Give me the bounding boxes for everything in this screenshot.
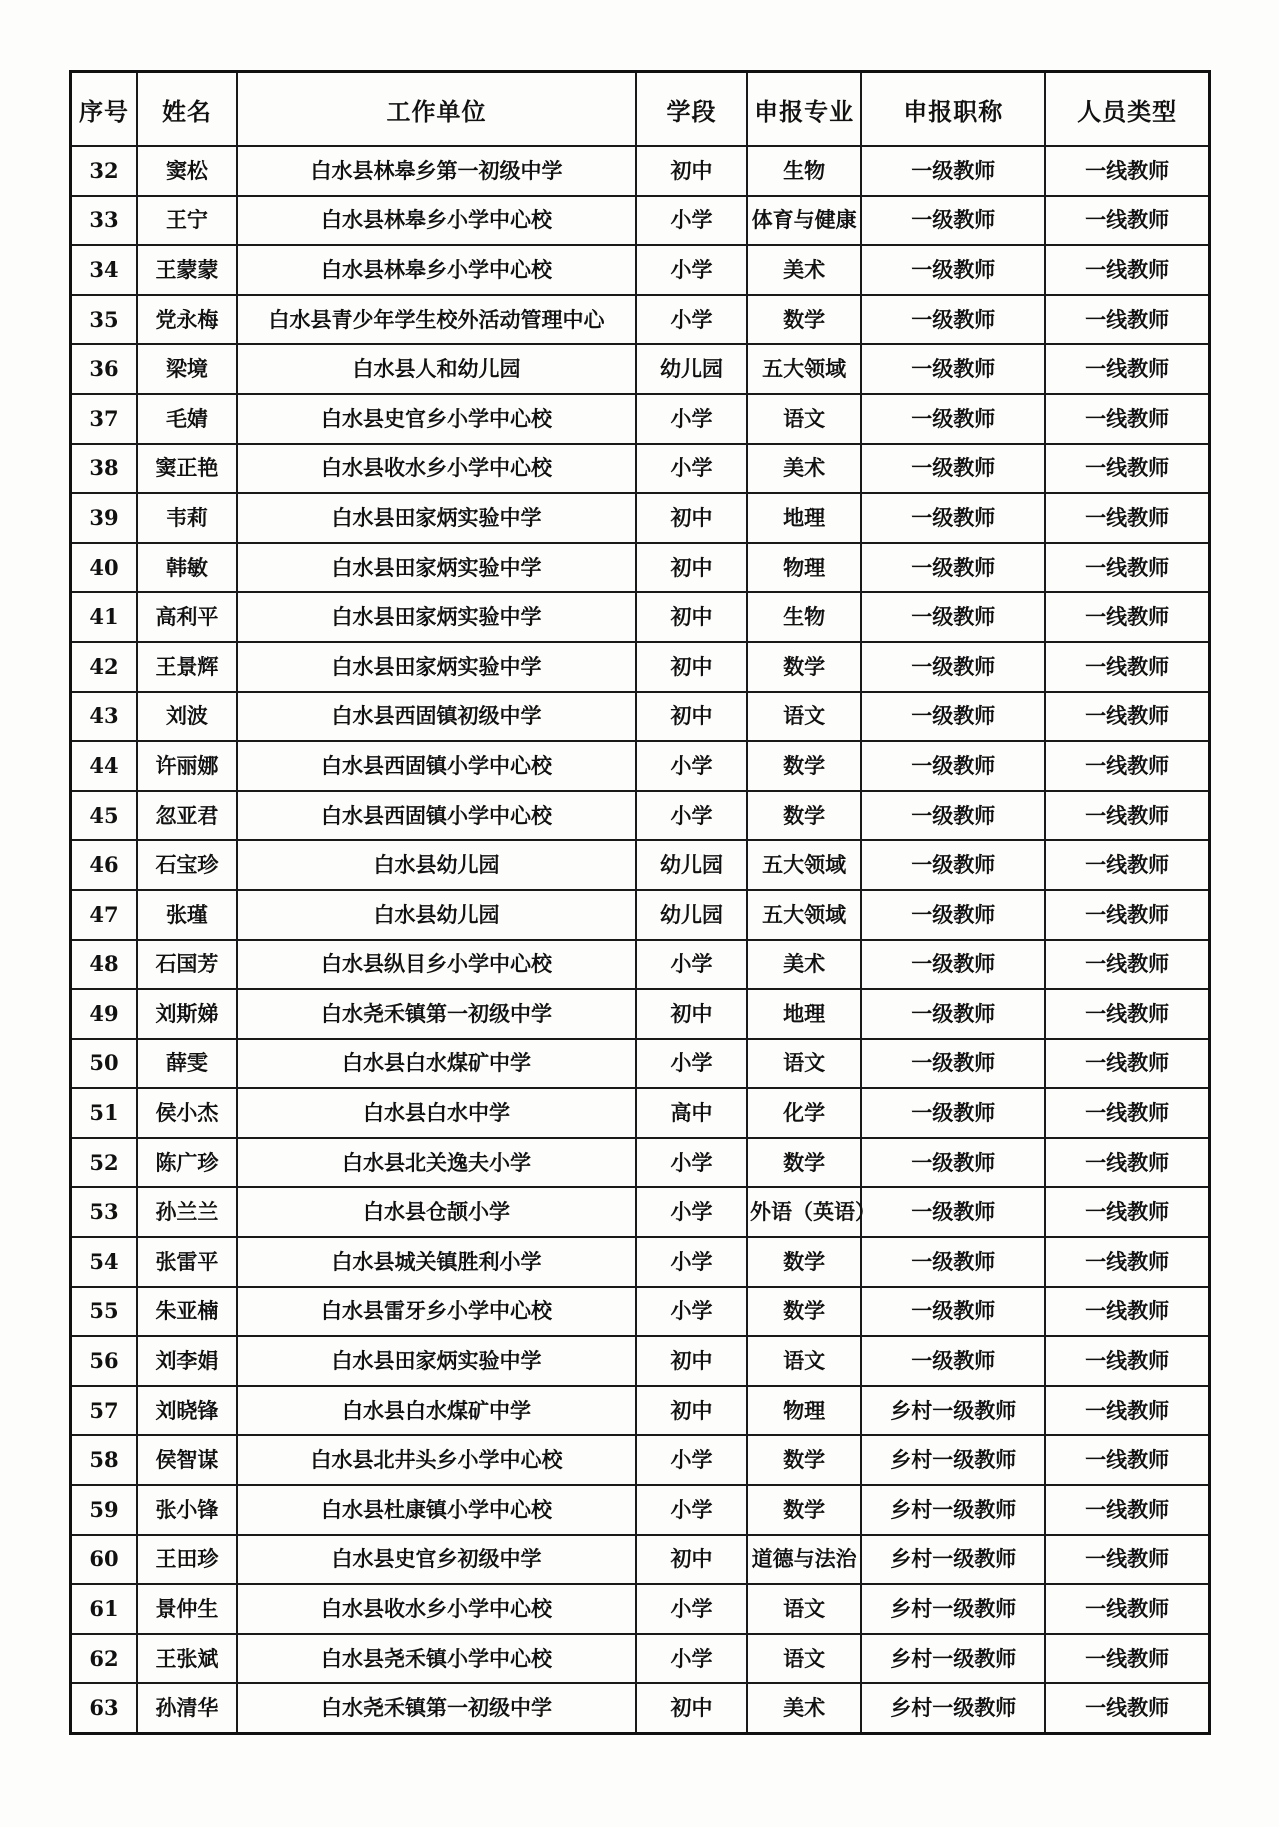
cell-seq: 40: [71, 543, 138, 593]
cell-stage: 初中: [636, 543, 747, 593]
cell-unit: 白水县仓颉小学: [237, 1187, 636, 1237]
table-row: [71, 1088, 1210, 1138]
cell-stage: 初中: [636, 1386, 747, 1436]
cell-name: 忽亚君: [137, 791, 237, 841]
cell-stage: 小学: [636, 1138, 747, 1188]
cell-subject: 语文: [747, 1039, 861, 1089]
cell-stage: 小学: [636, 1485, 747, 1535]
cell-stage: 高中: [636, 1088, 747, 1138]
cell-title: 一级教师: [861, 245, 1045, 295]
cell-unit: 白水县史官乡小学中心校: [237, 394, 636, 444]
table-row: [71, 1138, 1210, 1188]
cell-stage: 小学: [636, 1287, 747, 1337]
cell-stage: 幼儿园: [636, 344, 747, 394]
table-row: [71, 344, 1210, 394]
cell-seq: 62: [71, 1634, 138, 1684]
cell-type: 一线教师: [1045, 146, 1209, 196]
table-row: [71, 394, 1210, 444]
cell-unit: 白水县田家炳实验中学: [237, 543, 636, 593]
cell-type: 一线教师: [1045, 543, 1209, 593]
cell-subject: 地理: [747, 989, 861, 1039]
cell-unit: 白水县田家炳实验中学: [237, 592, 636, 642]
table-row: [71, 741, 1210, 791]
table-row: [71, 1336, 1210, 1386]
cell-name: 石国芳: [137, 940, 237, 990]
cell-title: 一级教师: [861, 295, 1045, 345]
cell-subject-text: 道德与法治: [751, 1546, 857, 1572]
cell-subject: 语文: [747, 692, 861, 742]
cell-subject: 五大领域: [747, 344, 861, 394]
cell-name: 刘波: [137, 692, 237, 742]
cell-subject: 化学: [747, 1088, 861, 1138]
cell-stage: 初中: [636, 989, 747, 1039]
cell-seq: 39: [71, 493, 138, 543]
cell-name: 侯智谋: [137, 1435, 237, 1485]
cell-seq: 53: [71, 1187, 138, 1237]
cell-seq: 44: [71, 741, 138, 791]
cell-stage: 小学: [636, 1237, 747, 1287]
cell-stage: 小学: [636, 741, 747, 791]
cell-name: 王田珍: [137, 1535, 237, 1585]
cell-unit: 白水县林皋乡小学中心校: [237, 245, 636, 295]
teacher-roster-table: [69, 70, 1211, 1735]
cell-unit: 白水县人和幼儿园: [237, 344, 636, 394]
cell-unit: 白水县林皋乡第一初级中学: [237, 146, 636, 196]
table-row: [71, 840, 1210, 890]
cell-name: 刘斯娣: [137, 989, 237, 1039]
cell-subject: 五大领域: [747, 840, 861, 890]
cell-seq: 48: [71, 940, 138, 990]
cell-type: 一线教师: [1045, 741, 1209, 791]
cell-name: 朱亚楠: [137, 1287, 237, 1337]
cell-subject: 美术: [747, 444, 861, 494]
cell-stage: 初中: [636, 642, 747, 692]
table-row: [71, 1237, 1210, 1287]
cell-stage: 小学: [636, 1634, 747, 1684]
cell-stage: 初中: [636, 146, 747, 196]
cell-unit: 白水县北井头乡小学中心校: [237, 1435, 636, 1485]
cell-name: 张雷平: [137, 1237, 237, 1287]
cell-type: 一线教师: [1045, 1336, 1209, 1386]
cell-name: 梁境: [137, 344, 237, 394]
table-row: [71, 692, 1210, 742]
cell-subject: [747, 1535, 861, 1585]
cell-stage: 初中: [636, 1336, 747, 1386]
cell-unit: 白水县城关镇胜利小学: [237, 1237, 636, 1287]
cell-unit: 白水县白水煤矿中学: [237, 1039, 636, 1089]
cell-subject: 物理: [747, 543, 861, 593]
cell-title: 一级教师: [861, 1287, 1045, 1337]
cell-stage: 小学: [636, 394, 747, 444]
cell-title: 一级教师: [861, 1237, 1045, 1287]
cell-seq: 58: [71, 1435, 138, 1485]
cell-subject: 数学: [747, 791, 861, 841]
header-unit: 工作单位: [237, 72, 636, 147]
cell-subject: [747, 1187, 876, 1237]
table-row: [71, 1584, 1210, 1634]
cell-seq: 36: [71, 344, 138, 394]
cell-name: 刘晓锋: [137, 1386, 237, 1436]
cell-name: 毛婧: [137, 394, 237, 444]
cell-seq: 38: [71, 444, 138, 494]
table-row: [71, 1287, 1210, 1337]
cell-unit: 白水县尧禾镇小学中心校: [237, 1634, 636, 1684]
cell-title: 一级教师: [861, 1088, 1045, 1138]
cell-title: 一级教师: [861, 989, 1045, 1039]
cell-seq: 51: [71, 1088, 138, 1138]
table-row: [71, 1039, 1210, 1089]
cell-seq: 35: [71, 295, 138, 345]
cell-seq: 32: [71, 146, 138, 196]
cell-subject: 数学: [747, 295, 861, 345]
cell-unit: 白水县西固镇小学中心校: [237, 791, 636, 841]
cell-title: 一级教师: [861, 642, 1045, 692]
cell-name: 王蒙蒙: [137, 245, 237, 295]
cell-type: 一线教师: [1045, 245, 1209, 295]
cell-name: 孙兰兰: [137, 1187, 237, 1237]
cell-type: 一线教师: [1045, 940, 1209, 990]
cell-type: 一线教师: [1045, 1187, 1209, 1237]
cell-stage: 幼儿园: [636, 840, 747, 890]
cell-name: 张小锋: [137, 1485, 237, 1535]
cell-unit: 白水县白水中学: [237, 1088, 636, 1138]
cell-stage: 初中: [636, 1683, 747, 1733]
cell-subject: 语文: [747, 394, 861, 444]
cell-name: 韩敏: [137, 543, 237, 593]
cell-title: 乡村一级教师: [861, 1584, 1045, 1634]
table-row: [71, 1435, 1210, 1485]
cell-subject: 数学: [747, 1287, 861, 1337]
cell-subject: 数学: [747, 642, 861, 692]
cell-type: 一线教师: [1045, 1039, 1209, 1089]
cell-stage: 小学: [636, 940, 747, 990]
cell-name: 党永梅: [137, 295, 237, 345]
cell-type: 一线教师: [1045, 840, 1209, 890]
cell-type: 一线教师: [1045, 1287, 1209, 1337]
cell-seq: 43: [71, 692, 138, 742]
cell-title: 一级教师: [861, 692, 1045, 742]
cell-stage: 小学: [636, 1187, 747, 1237]
cell-seq: 49: [71, 989, 138, 1039]
cell-title: 乡村一级教师: [861, 1535, 1045, 1585]
cell-unit: 白水尧禾镇第一初级中学: [237, 1683, 636, 1733]
cell-unit: 白水县史官乡初级中学: [237, 1535, 636, 1585]
table-row: [71, 493, 1210, 543]
cell-subject: 地理: [747, 493, 861, 543]
cell-unit: 白水县收水乡小学中心校: [237, 444, 636, 494]
cell-seq: 34: [71, 245, 138, 295]
cell-title: 一级教师: [861, 890, 1045, 940]
table-row: [71, 146, 1210, 196]
cell-subject: 数学: [747, 1435, 861, 1485]
cell-unit: 白水县纵目乡小学中心校: [237, 940, 636, 990]
cell-title: 一级教师: [861, 940, 1045, 990]
cell-stage: 小学: [636, 444, 747, 494]
cell-subject: 美术: [747, 245, 861, 295]
cell-name: 薛雯: [137, 1039, 237, 1089]
cell-type: 一线教师: [1045, 295, 1209, 345]
cell-unit: 白水尧禾镇第一初级中学: [237, 989, 636, 1039]
cell-subject: 生物: [747, 592, 861, 642]
cell-type: 一线教师: [1045, 493, 1209, 543]
cell-title: 一级教师: [861, 543, 1045, 593]
cell-subject: [747, 196, 861, 246]
cell-type: 一线教师: [1045, 642, 1209, 692]
table-row: [71, 295, 1210, 345]
table-row: [71, 989, 1210, 1039]
cell-stage: 幼儿园: [636, 890, 747, 940]
cell-subject: 数学: [747, 741, 861, 791]
cell-type: 一线教师: [1045, 1535, 1209, 1585]
cell-name: 韦莉: [137, 493, 237, 543]
cell-stage: 小学: [636, 1039, 747, 1089]
table-row: [71, 1634, 1210, 1684]
cell-seq: 47: [71, 890, 138, 940]
cell-seq: 37: [71, 394, 138, 444]
cell-seq: 59: [71, 1485, 138, 1535]
cell-name: 王景辉: [137, 642, 237, 692]
cell-title: 一级教师: [861, 1039, 1045, 1089]
cell-title: 一级教师: [861, 1138, 1045, 1188]
cell-unit: 白水县西固镇初级中学: [237, 692, 636, 742]
cell-stage: 小学: [636, 245, 747, 295]
cell-title: 乡村一级教师: [861, 1386, 1045, 1436]
cell-seq: 46: [71, 840, 138, 890]
cell-seq: 56: [71, 1336, 138, 1386]
cell-seq: 52: [71, 1138, 138, 1188]
cell-name: 高利平: [137, 592, 237, 642]
cell-title: 一级教师: [861, 592, 1045, 642]
cell-type: 一线教师: [1045, 394, 1209, 444]
cell-name: 张瑾: [137, 890, 237, 940]
cell-type: 一线教师: [1045, 692, 1209, 742]
cell-seq: 33: [71, 196, 138, 246]
cell-seq: 50: [71, 1039, 138, 1089]
cell-seq: 55: [71, 1287, 138, 1337]
cell-type: 一线教师: [1045, 1138, 1209, 1188]
cell-title: 一级教师: [861, 840, 1045, 890]
cell-stage: 小学: [636, 791, 747, 841]
table-row: [71, 1187, 1210, 1237]
cell-subject: 数学: [747, 1138, 861, 1188]
cell-name: 窦松: [137, 146, 237, 196]
cell-type: 一线教师: [1045, 989, 1209, 1039]
cell-type: 一线教师: [1045, 1435, 1209, 1485]
cell-name: 刘李娟: [137, 1336, 237, 1386]
cell-type: 一线教师: [1045, 1088, 1209, 1138]
cell-type: 一线教师: [1045, 444, 1209, 494]
cell-title: 一级教师: [861, 493, 1045, 543]
cell-stage: 初中: [636, 1535, 747, 1585]
cell-unit: 白水县雷牙乡小学中心校: [237, 1287, 636, 1337]
cell-unit: 白水县西固镇小学中心校: [237, 741, 636, 791]
cell-title: 一级教师: [861, 741, 1045, 791]
cell-type: 一线教师: [1045, 592, 1209, 642]
cell-type: 一线教师: [1045, 1485, 1209, 1535]
cell-seq: 42: [71, 642, 138, 692]
cell-stage: 小学: [636, 1584, 747, 1634]
cell-seq: 45: [71, 791, 138, 841]
cell-name: 许丽娜: [137, 741, 237, 791]
cell-unit: 白水县北关逸夫小学: [237, 1138, 636, 1188]
cell-subject: 数学: [747, 1485, 861, 1535]
cell-subject: 语文: [747, 1336, 861, 1386]
table-row: [71, 642, 1210, 692]
cell-seq: 61: [71, 1584, 138, 1634]
table-row: [71, 791, 1210, 841]
cell-type: 一线教师: [1045, 1634, 1209, 1684]
cell-type: 一线教师: [1045, 791, 1209, 841]
cell-name: 石宝珍: [137, 840, 237, 890]
cell-title: 乡村一级教师: [861, 1485, 1045, 1535]
cell-subject: 五大领域: [747, 890, 861, 940]
header-seq: 序号: [71, 72, 138, 147]
header-subject: 申报专业: [747, 72, 861, 147]
cell-unit: 白水县幼儿园: [237, 840, 636, 890]
cell-type: 一线教师: [1045, 196, 1209, 246]
cell-title: 乡村一级教师: [861, 1634, 1045, 1684]
table-row: [71, 1535, 1210, 1585]
cell-type: 一线教师: [1045, 1386, 1209, 1436]
cell-name: 陈广珍: [137, 1138, 237, 1188]
cell-stage: 小学: [636, 196, 747, 246]
table-row: [71, 1485, 1210, 1535]
cell-stage: 初中: [636, 592, 747, 642]
table-row: [71, 543, 1210, 593]
cell-stage: 初中: [636, 692, 747, 742]
cell-title: 一级教师: [861, 146, 1045, 196]
cell-type: 一线教师: [1045, 1683, 1209, 1733]
cell-type: 一线教师: [1045, 890, 1209, 940]
cell-type: 一线教师: [1045, 344, 1209, 394]
cell-seq: 60: [71, 1535, 138, 1585]
table-row: [71, 245, 1210, 295]
table-header-row: [71, 72, 1210, 147]
header-title: 申报职称: [861, 72, 1045, 147]
cell-unit: 白水县田家炳实验中学: [237, 493, 636, 543]
cell-subject-text: 外语（英语）: [749, 1199, 876, 1225]
cell-subject: 语文: [747, 1584, 861, 1634]
cell-type: 一线教师: [1045, 1237, 1209, 1287]
table-row: [71, 196, 1210, 246]
cell-seq: 57: [71, 1386, 138, 1436]
cell-subject: 数学: [747, 1237, 861, 1287]
cell-unit: 白水县田家炳实验中学: [237, 642, 636, 692]
cell-type: 一线教师: [1045, 1584, 1209, 1634]
cell-unit: 白水县青少年学生校外活动管理中心: [237, 295, 636, 345]
cell-title: 乡村一级教师: [861, 1435, 1045, 1485]
cell-title: 乡村一级教师: [861, 1683, 1045, 1733]
cell-unit: 白水县林皋乡小学中心校: [237, 196, 636, 246]
cell-unit: 白水县田家炳实验中学: [237, 1336, 636, 1386]
cell-title: 一级教师: [861, 394, 1045, 444]
cell-subject: 语文: [747, 1634, 861, 1684]
cell-name: 窦正艳: [137, 444, 237, 494]
cell-subject-text: 体育与健康: [751, 207, 857, 233]
cell-unit: 白水县杜康镇小学中心校: [237, 1485, 636, 1535]
cell-name: 孙清华: [137, 1683, 237, 1733]
cell-seq: 54: [71, 1237, 138, 1287]
cell-title: 一级教师: [861, 791, 1045, 841]
cell-title: 一级教师: [861, 1336, 1045, 1386]
cell-stage: 小学: [636, 1435, 747, 1485]
table-row: [71, 940, 1210, 990]
cell-seq: 41: [71, 592, 138, 642]
table-row: [71, 592, 1210, 642]
header-name: 姓名: [137, 72, 237, 147]
cell-unit: 白水县白水煤矿中学: [237, 1386, 636, 1436]
cell-title: 一级教师: [861, 444, 1045, 494]
cell-subject: 生物: [747, 146, 861, 196]
cell-unit: 白水县收水乡小学中心校: [237, 1584, 636, 1634]
table-row: [71, 1386, 1210, 1436]
cell-seq: 63: [71, 1683, 138, 1733]
cell-name: 王张斌: [137, 1634, 237, 1684]
cell-title: 一级教师: [861, 344, 1045, 394]
header-stage: 学段: [636, 72, 747, 147]
cell-subject: 美术: [747, 940, 861, 990]
header-type: 人员类型: [1045, 72, 1209, 147]
cell-stage: 初中: [636, 493, 747, 543]
cell-name: 王宁: [137, 196, 237, 246]
cell-name: 景仲生: [137, 1584, 237, 1634]
cell-title: 一级教师: [861, 196, 1045, 246]
cell-unit: 白水县幼儿园: [237, 890, 636, 940]
table-row: [71, 1683, 1210, 1733]
cell-subject: 物理: [747, 1386, 861, 1436]
table-row: [71, 890, 1210, 940]
cell-subject: 美术: [747, 1683, 861, 1733]
cell-stage: 小学: [636, 295, 747, 345]
table-body: [71, 146, 1210, 1734]
cell-name: 侯小杰: [137, 1088, 237, 1138]
cell-title: 一级教师: [861, 1187, 1045, 1237]
table-row: [71, 444, 1210, 494]
